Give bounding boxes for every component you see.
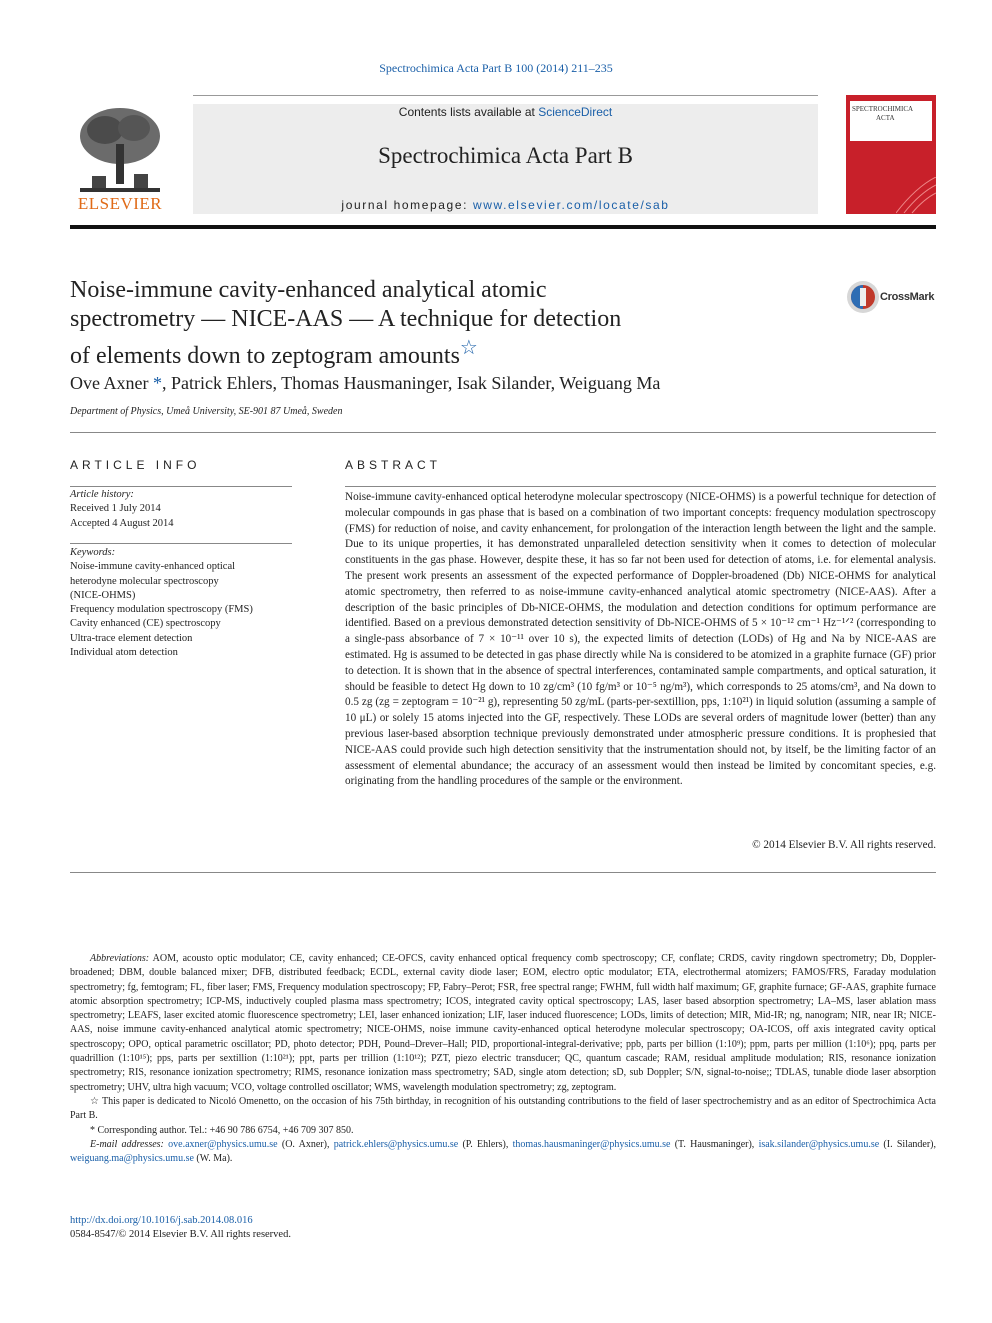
history-label: Article history: [70, 489, 134, 500]
abstract-rule [345, 486, 936, 487]
author-list [70, 373, 660, 394]
keyword-item: Individual atom detection [70, 647, 178, 659]
article-info-rule [70, 486, 292, 487]
publisher-logo-text: ELSEVIER [77, 194, 163, 213]
contents-available-line [193, 105, 818, 119]
keywords-block [70, 546, 292, 660]
affiliation-divider [70, 432, 936, 433]
elsevier-logo[interactable] [70, 104, 170, 214]
abbreviations-label: Abbreviations: [90, 953, 150, 964]
cover-title-line2: ACTA [876, 114, 895, 122]
cover-title [852, 105, 932, 123]
article-info-heading: ARTICLE INFO [70, 458, 201, 472]
crossmark-label: CrossMark [880, 291, 935, 303]
keyword-item: heterodyne molecular spectroscopy [70, 575, 219, 587]
keyword-item: (NICE-OHMS) [70, 589, 136, 601]
author-1[interactable]: Ove Axner [70, 373, 149, 393]
title-line-2: spectrometry — NICE-AAS — A technique for detection [70, 306, 622, 332]
keyword-item: Cavity enhanced (CE) spectroscopy [70, 618, 221, 630]
crossmark-icon [846, 280, 880, 314]
corresponding-footnote [70, 1124, 936, 1138]
email-footnote [70, 1138, 936, 1167]
header-divider [70, 225, 936, 229]
cover-title-line1: SPECTROCHIMICA [852, 105, 914, 113]
journal-name: Spectrochimica Acta Part B [378, 143, 633, 168]
contents-prefix: Contents lists available at [398, 105, 539, 119]
corresponding-author-mark[interactable]: * [148, 373, 162, 393]
received-date: Received 1 July 2014 [70, 503, 161, 515]
accepted-date: Accepted 4 August 2014 [70, 517, 174, 529]
dedication-star: ☆ [90, 1095, 100, 1107]
title-line-3 [70, 334, 690, 371]
email-label: E-mail addresses: [90, 1138, 164, 1150]
corresponding-text: Corresponding author. Tel.: +46 90 786 6754, +46 709 307 850. [97, 1124, 354, 1136]
keyword-item: Frequency modulation spectroscopy (FMS) [70, 604, 253, 616]
title-footnote-star[interactable]: ☆ [459, 337, 478, 359]
email-link[interactable]: patrick.ehlers@physics.umu.se [333, 1138, 459, 1150]
cover-pattern-icon [896, 177, 936, 214]
title-line-1: Noise-immune cavity-enhanced analytical atomic [70, 277, 547, 303]
journal-homepage [193, 198, 818, 212]
masthead-top-rule [193, 95, 818, 96]
keywords-rule [70, 543, 292, 544]
affiliation: Department of Physics, Umeå University, SE-901 87 Umeå, Sweden [70, 406, 343, 417]
journal-cover-thumbnail[interactable] [846, 95, 936, 214]
article-history [70, 488, 292, 531]
email-link[interactable]: thomas.hausmaninger@physics.umu.se [512, 1138, 671, 1150]
crossmark-badge[interactable] [846, 280, 941, 316]
doi-link[interactable]: http://dx.doi.org/10.1016/j.sab.2014.08.016 [70, 1215, 253, 1226]
journal-citation[interactable]: Spectrochimica Acta Part B 100 (2014) 211–235 [379, 61, 613, 75]
homepage-link[interactable]: www.elsevier.com/locate/sab [472, 198, 670, 212]
title-line-3-text: of elements down to zeptogram amounts [70, 343, 460, 369]
corresponding-mark: * [90, 1124, 95, 1136]
abstract-divider [70, 872, 936, 873]
homepage-prefix: journal homepage: [341, 198, 473, 212]
email-owner: (O. Axner), [277, 1138, 334, 1150]
email-link[interactable]: ove.axner@physics.umu.se [168, 1138, 278, 1150]
other-authors[interactable]: , Patrick Ehlers, Thomas Hausmaninger, Isak Silander, Weiguang Ma [161, 373, 661, 393]
footnotes [70, 952, 936, 1166]
email-owner: (I. Silander), [879, 1138, 937, 1150]
email-link[interactable]: isak.silander@physics.umu.se [758, 1138, 880, 1150]
email-link[interactable]: weiguang.ma@physics.umu.se [70, 1153, 194, 1165]
abstract-text: Noise-immune cavity-enhanced optical heterodyne molecular spectroscopy (NICE-OHMS) is a powerful technique for detection of molecular compounds in gas phase that is based on a combination of two important concepts: frequency modulation spectroscopy (FMS) for reduction of noise, and cavity enhancement, for prolongation of the interaction length between the light and the sample. Due to its unique properties, it has demonstrated unparalleled detection sensitivity when it comes to detection of molecular constituents in the gas phase. However, despite these, it has so far not been used for detection of atoms, i.e. for elemental analysis. The present work presents an assessment of the expected performance of Doppler-broadened (Db) NICE-OHMS for analytical atomic spectrometry, then referred to as noise-immune cavity-enhanced analytical atomic spectrometry (NICE-AAS). After a description of the basic principles of Db-NICE-OHMS, the modulation and detection conditions for optimum performance are identified. Based on a previous demonstrated detection sensitivity of Db-NICE-OHMS of 5 × 10⁻¹² cm⁻¹ Hz⁻¹ᐟ² (corresponding to a single-pass absorbance of 7 × 10⁻¹¹ over 10 s), the expected limits of detection (LODs) of Hg and Na by NICE-AAS are estimated. Hg is assumed to be detected in gas phase directly while Na is considered to be atomized in a graphite furnace (GF) prior to detection. It is shown that in the absence of spectral interferences, contaminated sample compartments, and optical saturation, it should be feasible to detect Hg down to 10 zg/cm³ (10 fg/m³ or 10⁻⁵ ng/m³), which corresponds to 25 atoms/cm³, and Na down to 0.5 zg (zg = zeptogram = 10⁻²¹ g), representing 50 zg/mL (parts-per-sextillion, pps, 1:10²¹) in liquid solution (assuming a sample of 10 μL) or solely 15 atoms injected into the GF, respectively. These LODs are several orders of magnitude lower (better) than any previous laser-based absorption technique previously demonstrated under atmospheric pressure conditions. It is prophesied that NICE-AAS could provide such high detection sensitivity that the instrumentation should not, by itself, be the limiting factor of an assessment of elemental abundance; the accuracy of an assessment would then instead be limited by concomitant species, e.g. originating from the handling procedures of the sample or the environment. [345, 491, 936, 788]
elsevier-tree-icon [70, 104, 170, 194]
dedication-footnote [70, 1095, 936, 1124]
keyword-item: Ultra-trace element detection [70, 632, 193, 644]
dedication-text: This paper is dedicated to Nicoló Omenetto, on the occasion of his 75th birthday, in recognition of his outstanding contributions to the field of laser spectrochemistry and as an editor of Spectrochimica Acta Part B. [70, 1095, 936, 1122]
issn-copyright: 0584-8547/© 2014 Elsevier B.V. All rights reserved. [70, 1229, 291, 1240]
keywords-label: Keywords: [70, 547, 116, 558]
keyword-item: Noise-immune cavity-enhanced optical [70, 561, 236, 573]
abstract-copyright: © 2014 Elsevier B.V. All rights reserved. [752, 839, 936, 851]
sciencedirect-link[interactable]: ScienceDirect [538, 105, 613, 119]
abstract-heading: ABSTRACT [345, 458, 442, 472]
email-owner: (P. Ehlers), [458, 1138, 513, 1150]
email-owner: (T. Hausmaninger), [670, 1138, 759, 1150]
abbreviations-text: AOM, acousto optic modulator; CE, cavity enhanced; CE-OFCS, cavity enhanced optical frequency comb spectroscopy; CF, conflate; CRDS, cavity ringdown spectrometry; Db, Doppler-broadened; DBM, double balanced mixer; DFB, distributed feedback; ECDL, external cavity diode laser; EOM, electro optic modulator; ETA, electrothermal atomizers; FAMOS/FRS, Faraday modulation spectrometry; fg, femtogram; FL, fiber laser; FMS, Frequency modulation spectroscopy; FP, Fabry–Perot; FSR, free spectral range; FWHM, full width half maximum; GF, graphite furnace; GF-AAS, graphite furnace atomic absorption spectrometry; ICP-MS, inductively coupled plasma mass spectrometry; ICOS, integrated cavity optical spectroscopy; LAS, laser based absorption spectrometry; LA–MS, laser ablation mass spectrometry; LEAFS, laser excited atomic fluorescence spectrometry; LEI, laser enhanced ionization; LIF, laser induced fluorescence; LODs, limits of detection; MIR, Mid-IR; ng, nanogram; NIR, near IR; NICE-AAS, noise immune cavity-enhanced analytical atomic spectrometry; NICE-OHMS, noise immune cavity-enhanced optical heterodyne molecular spectroscopy; OA-ICOS, off axis integrated cavity optical spectroscopy; OPO, optical parametric oscillator; PD, photo detector; PDH, Pound–Drever–Hall; PID, proportional-integral-derivative; ppb, parts per billion (1:10⁹); ppm, parts per million (1:10⁶); ppq, parts per quadrillion (1:10¹⁵); pps, parts per sextillion (1:10²¹); ppt, parts per trillion (1:10¹²); PZT, piezo electric transducer; QC, quantum cascade; RAM, residual amplitude modulation; RIS, resonance ionization spectrometry; RIS, resonance ionization spectrometry; RIMS, resonance ionization mass spectrometry; SAD, single atom detection; sD, sub Doppler; S/N, signal-to-noise;; TDLAS, tunable diode laser absorption spectrometry; UHV, ultra high vacuum; VCO, voltage controlled oscillator; WMS, wavelength modulation spectrometry; zg, zeptogram. [70, 953, 937, 1093]
article-title [70, 276, 690, 371]
email-owner: (W. Ma). [193, 1153, 233, 1165]
abbreviations-footnote [70, 952, 936, 1095]
